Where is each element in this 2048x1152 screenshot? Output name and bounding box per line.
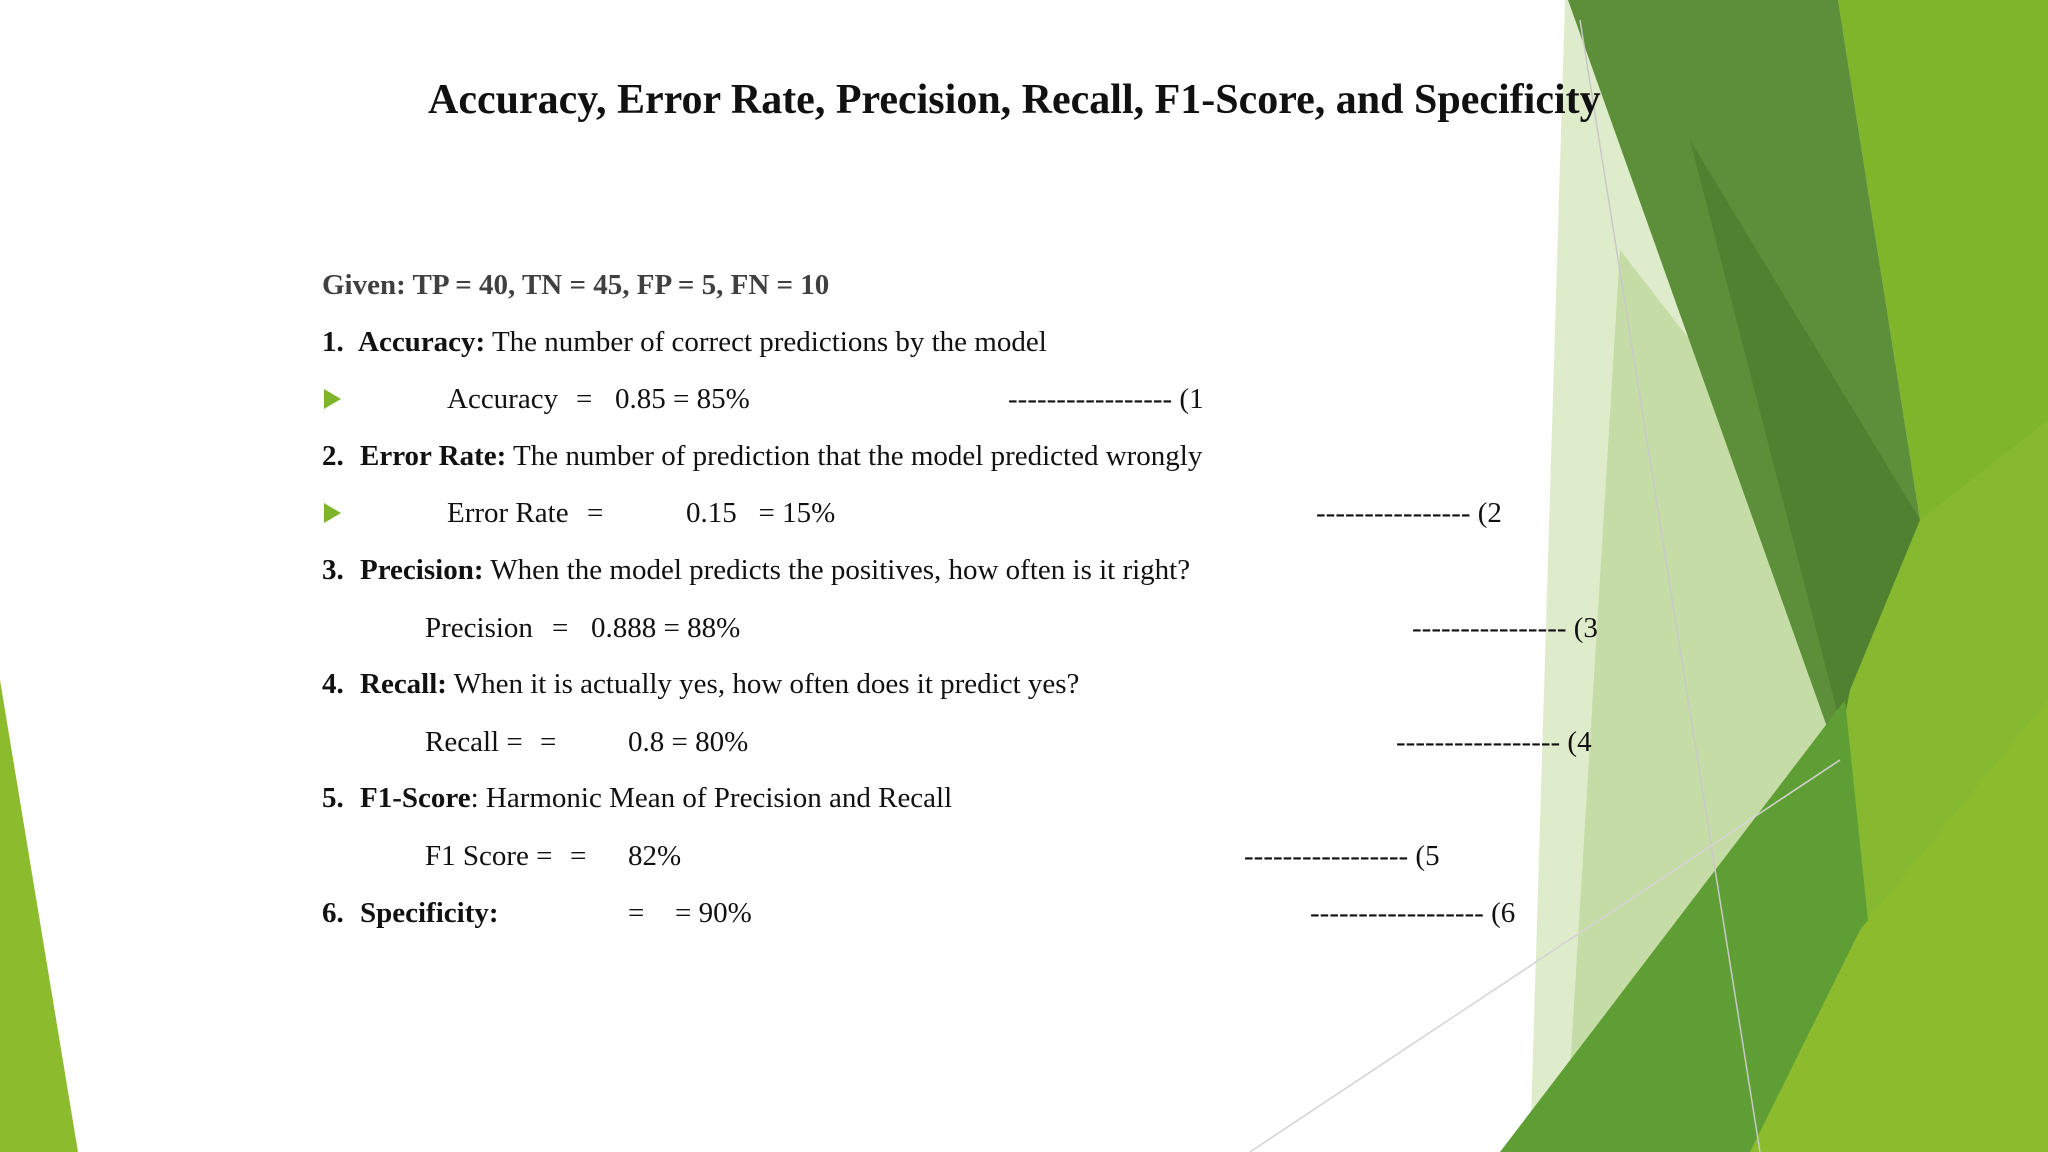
item-description: The number of prediction that the model predicted wrongly xyxy=(506,440,1203,472)
item-number: 4. xyxy=(322,668,344,700)
item-recall-heading xyxy=(0,668,1700,712)
item-error-rate-heading xyxy=(0,440,1700,484)
item-number: 3. xyxy=(322,554,344,586)
given-values xyxy=(0,269,1700,313)
item-number: 1. xyxy=(322,326,344,358)
slide-title: Accuracy, Error Rate, Precision, Recall, F1-Score, and Specificity xyxy=(428,77,1601,123)
item-number: 6. xyxy=(322,897,344,929)
item-term: Specificity: xyxy=(360,897,499,929)
equation-reference: ---------------- (3 xyxy=(1412,612,1598,644)
formula-value: 0.888 = 88% xyxy=(591,612,741,644)
formula-equals: = xyxy=(570,840,587,872)
formula-equals: = xyxy=(628,897,645,929)
item-specificity xyxy=(0,897,1700,941)
formula-equals: = xyxy=(540,726,557,758)
equation-reference: ----------------- (4 xyxy=(1396,726,1592,758)
item-precision-heading xyxy=(0,554,1700,598)
item-error-rate-formula xyxy=(0,497,1700,541)
equation-reference: ------------------ (6 xyxy=(1310,897,1516,929)
item-term: F1-Score xyxy=(360,782,471,814)
formula-value: 0.85 = 85% xyxy=(615,383,750,415)
equation-reference: ----------------- (5 xyxy=(1244,840,1440,872)
item-term: Accuracy: xyxy=(358,326,486,358)
item-f1-score-heading xyxy=(0,782,1700,826)
item-f1-score-formula xyxy=(0,840,1700,884)
item-term: Recall: xyxy=(360,668,447,700)
triangle-right-icon xyxy=(324,503,341,523)
equation-reference: ---------------- (2 xyxy=(1316,497,1502,529)
formula-equals: = xyxy=(576,383,593,415)
item-term: Error Rate: xyxy=(360,440,507,472)
item-accuracy-formula xyxy=(0,383,1700,427)
formula-label: Accuracy xyxy=(447,383,559,415)
formula-equals: = xyxy=(587,497,604,529)
item-description: The number of correct predictions by the model xyxy=(485,326,1047,358)
item-description: : Harmonic Mean of Precision and Recall xyxy=(470,782,953,814)
given-text: Given: TP = 40, TN = 45, FP = 5, FN = 10 xyxy=(322,269,830,301)
item-accuracy-heading xyxy=(0,326,1700,370)
formula-label: F1 Score = xyxy=(425,840,553,872)
formula-label: Recall = xyxy=(425,726,523,758)
item-precision-formula xyxy=(0,612,1700,656)
triangle-right-icon xyxy=(324,389,341,409)
formula-label: Error Rate xyxy=(447,497,569,529)
item-recall-formula xyxy=(0,726,1700,770)
equation-reference: ----------------- (1 xyxy=(1008,383,1204,415)
formula-value: 0.15 = 15% xyxy=(686,497,836,529)
formula-value: 0.8 = 80% xyxy=(628,726,749,758)
item-term: Precision: xyxy=(360,554,484,586)
formula-label: Precision xyxy=(425,612,533,644)
item-number: 2. xyxy=(322,440,344,472)
item-number: 5. xyxy=(322,782,344,814)
item-description: When it is actually yes, how often does it predict yes? xyxy=(446,668,1080,700)
formula-equals: = xyxy=(552,612,569,644)
item-description: When the model predicts the positives, how often is it right? xyxy=(483,554,1191,586)
formula-value: 82% xyxy=(628,840,682,872)
formula-value: = 90% xyxy=(675,897,752,929)
